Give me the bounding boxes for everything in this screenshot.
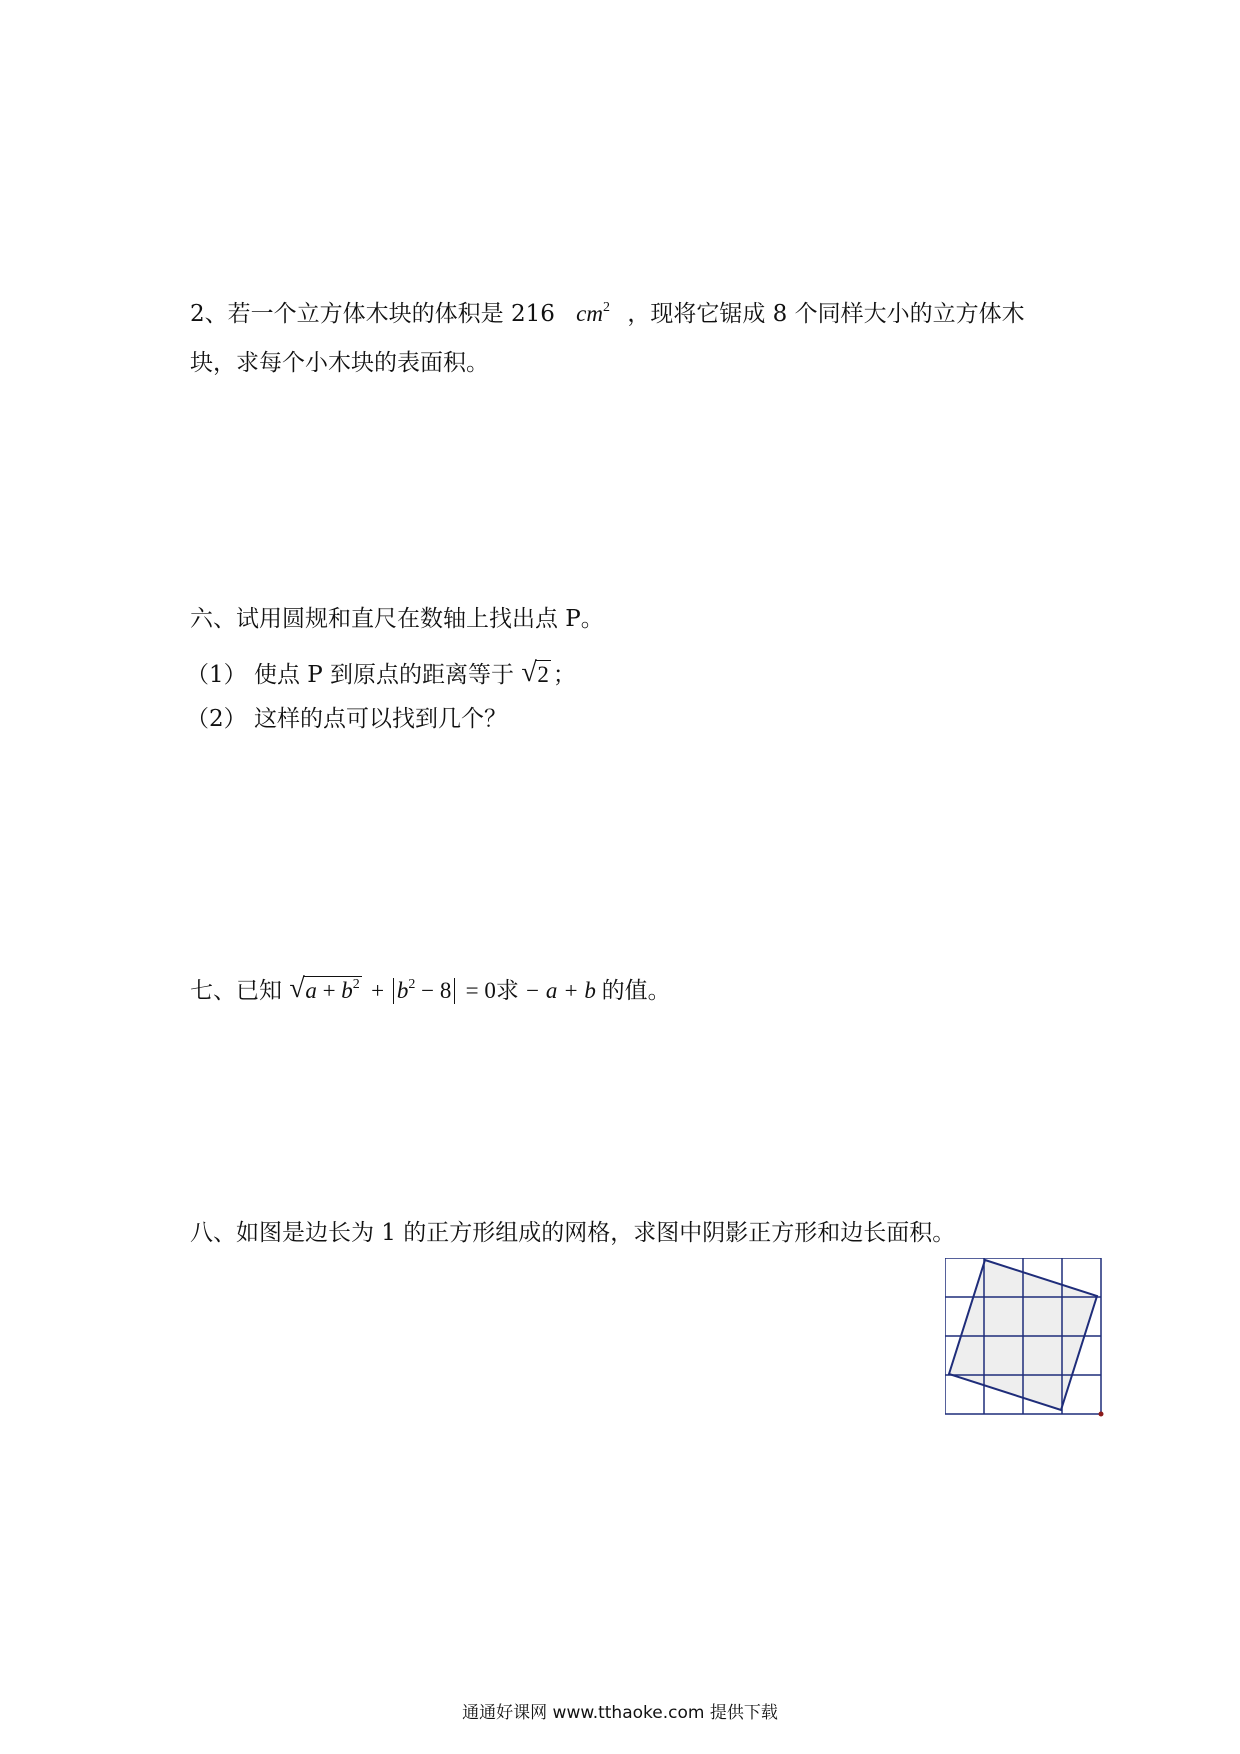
q7-plus1: +: [316, 978, 342, 1003]
q6-title: 六、试用圆规和直尺在数轴上找出点 P。: [190, 606, 604, 632]
q7-equals: = 0: [465, 978, 496, 1003]
q7-sqrt: √ $a + b^2$: [289, 973, 360, 1004]
q7-a: a: [305, 978, 317, 1003]
q7-line: [190, 973, 671, 1006]
q7-plus2: +: [371, 978, 390, 1003]
q7-suffix-text: 求: [495, 978, 519, 1004]
grid-lines: [945, 1258, 1101, 1414]
q7-abs-b: b: [396, 978, 409, 1003]
footer-text: 通通好课网 www.tthaoke.com 提供下载: [462, 1703, 778, 1723]
q6-item2: （2） 这样的点可以找到几个？: [186, 706, 507, 732]
q6-item1-suffix: ；: [552, 662, 576, 688]
q7-b: b: [341, 978, 353, 1003]
q7-exp2: 2: [408, 977, 416, 992]
q2-line2: 块，求每个小木块的表面积。: [190, 350, 489, 376]
q7-exp1: 2: [352, 977, 360, 992]
corner-dot: [1099, 1412, 1104, 1417]
q2-unit: cm: [576, 301, 603, 326]
q7-abs: [393, 978, 455, 1004]
q6-item1: [186, 657, 576, 690]
q2-line1: [190, 300, 1025, 329]
q7-expr: − a + b: [518, 978, 602, 1003]
q2-text-a: 2、若一个立方体木块的体积是 216: [190, 301, 555, 327]
q6-sqrt: √ 2: [521, 657, 549, 688]
q2-text-b: ，现将它锯成 8 个同样大小的立方体木: [627, 301, 1025, 327]
q6-item1-prefix: （1） 使点 P 到原点的距离等于: [186, 662, 515, 688]
q7-prefix: 七、已知: [190, 978, 282, 1004]
q8-title: 八、如图是边长为 1 的正方形组成的网格，求图中阴影正方形和边长面积。: [190, 1220, 956, 1246]
q7-end: 的值。: [601, 978, 671, 1004]
grid-figure: [945, 1258, 1105, 1418]
q7-abs-rest: − 8: [415, 978, 452, 1003]
q2-unit-exp: 2: [603, 300, 610, 315]
q6-radicand: 2: [537, 662, 549, 687]
